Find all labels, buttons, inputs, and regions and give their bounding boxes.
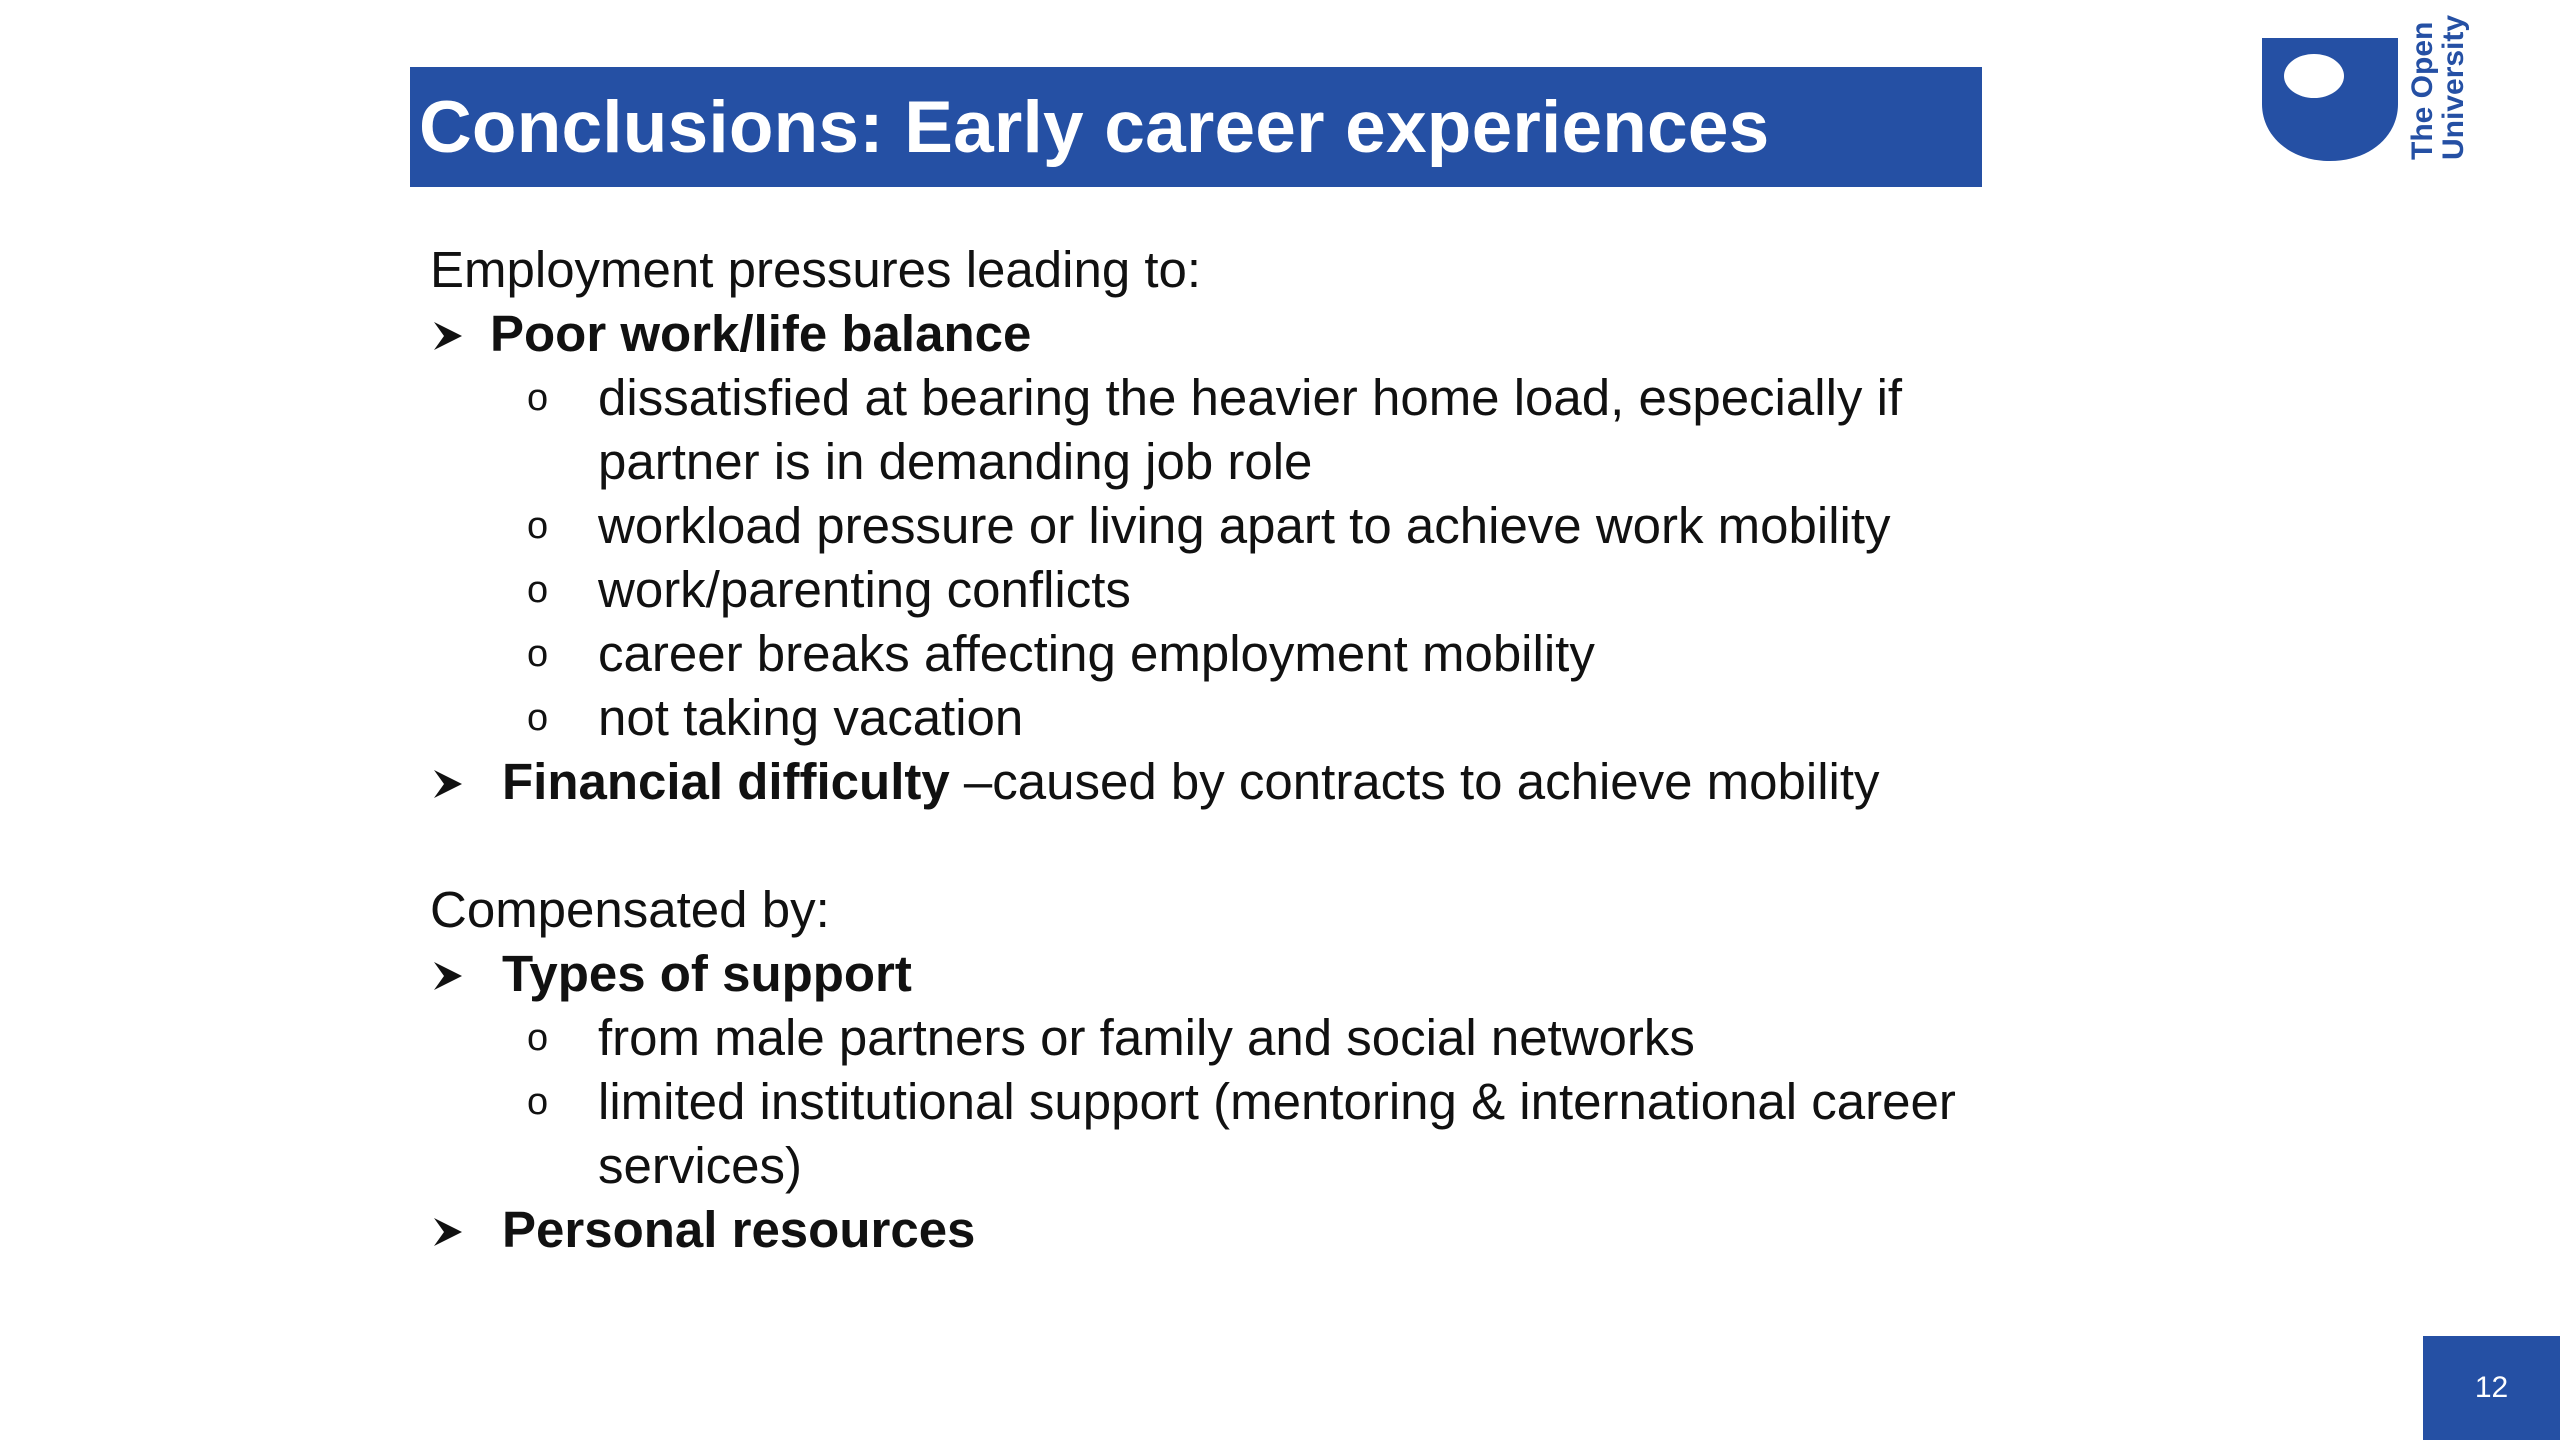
- sub-bullet-text: work/parenting conflicts: [598, 561, 1131, 618]
- arrow-bullet-icon: [432, 320, 464, 352]
- bullet-label: Personal resources: [502, 1201, 976, 1258]
- intro-text: Compensated by:: [430, 881, 830, 938]
- intro-compensated: [430, 878, 830, 942]
- logo-line-1: The Open: [2406, 21, 2439, 160]
- arrow-bullet-icon: [432, 960, 464, 992]
- circle-bullet-icon: o: [527, 569, 549, 611]
- open-university-shield-icon: [2262, 38, 2398, 161]
- bullet-label-group: [502, 750, 1880, 814]
- sub-bullet-text: career breaks affecting employment mobility: [598, 625, 1595, 682]
- sub-bullet-text: services): [598, 1137, 803, 1194]
- sub-bullet-text: from male partners or family and social networks: [598, 1009, 1695, 1066]
- circle-bullet-icon: o: [527, 1017, 549, 1059]
- bullet-label: Financial difficulty: [502, 753, 950, 810]
- intro-employment: [430, 238, 1201, 302]
- circle-bullet-icon: o: [527, 1081, 549, 1123]
- intro-text: Employment pressures leading to:: [430, 241, 1202, 298]
- circle-bullet-icon: o: [527, 377, 549, 419]
- sub-bullet-text: limited institutional support (mentoring & international career: [598, 1073, 1956, 1130]
- logo-line-2: University: [2437, 14, 2470, 160]
- arrow-bullet-icon: [432, 768, 464, 800]
- sub-bullet-text: not taking vacation: [598, 689, 1024, 746]
- university-logo: [2262, 14, 2502, 168]
- page-number-text: 12: [2474, 1371, 2509, 1404]
- slide-title: Conclusions: Early career experiences: [419, 86, 1770, 168]
- arrow-bullet-icon: [432, 1216, 464, 1248]
- logo-wordmark: [2406, 14, 2470, 160]
- sub-bullet-text: workload pressure or living apart to achieve work mobility: [598, 497, 1891, 554]
- bullet-label: Poor work/life balance: [490, 305, 1032, 362]
- sub-bullet-text: partner is in demanding job role: [598, 433, 1313, 490]
- sub-bullet-text: dissatisfied at bearing the heavier home load, especially if: [598, 369, 1903, 426]
- bullet-label: Types of support: [502, 945, 912, 1002]
- title-bar: [410, 67, 1982, 187]
- circle-bullet-icon: o: [527, 505, 549, 547]
- circle-bullet-icon: o: [527, 633, 549, 675]
- circle-bullet-icon: o: [527, 697, 549, 739]
- page-number: [2423, 1336, 2560, 1440]
- bullet-detail: –caused by contracts to achieve mobility: [949, 753, 1880, 810]
